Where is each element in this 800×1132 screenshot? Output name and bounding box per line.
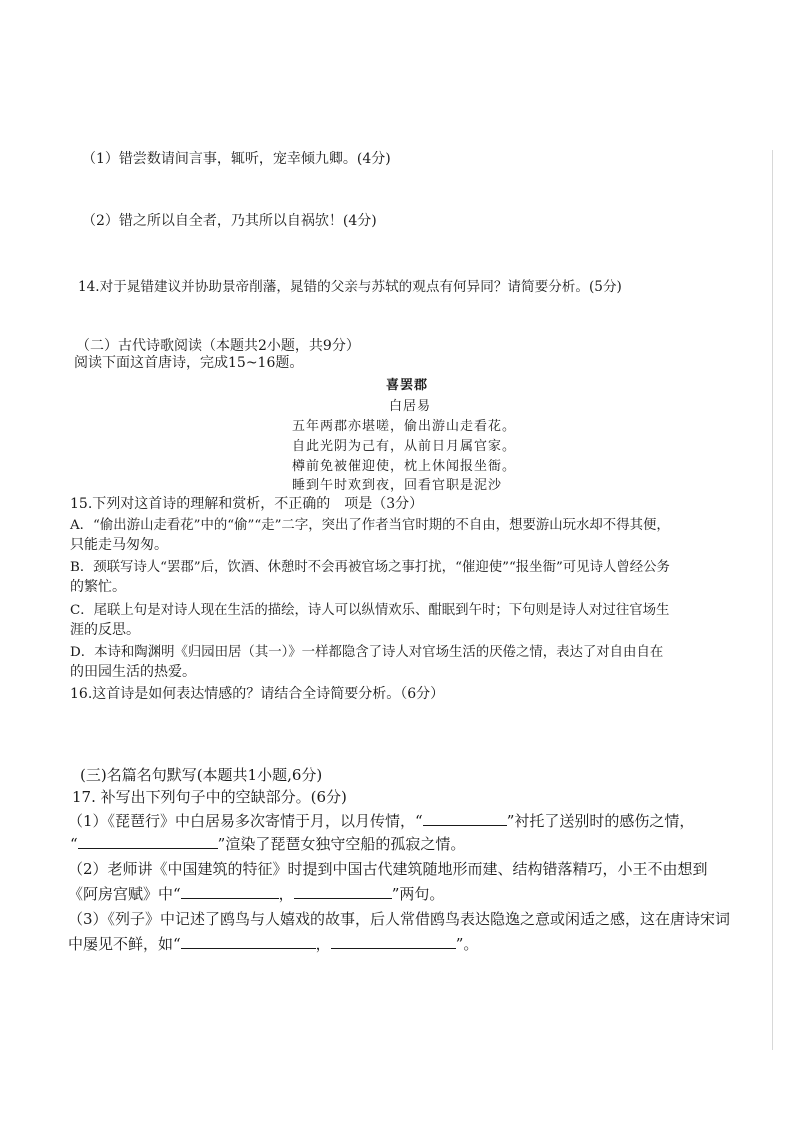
poem-title: 喜罢郡 <box>386 378 429 393</box>
q17-part3-lead: 中屡见不鲜，如“ <box>68 935 181 953</box>
q17-part2-lead: 《阿房宫赋》中“ <box>68 885 181 903</box>
poem-line-1: 五年两郡亦堪嗟，偷出游山走看花。 <box>292 419 517 434</box>
question-17-part-3-cont <box>68 934 478 953</box>
question-15-option-c-cont: 涯的反思。 <box>70 622 140 638</box>
question-15-option-d: D．本诗和陶渊明《归园田居（其一）》一样都隐含了诗人对官场生活的厌倦之情，表达了对自由自在 <box>70 645 664 660</box>
question-15-stem: 15.下列对这首诗的理解和赏析，不正确的 项是（3分） <box>70 496 424 512</box>
question-15-option-b: B．颈联写诗人“罢郡”后，饮酒、休憩时不会再被官场之事打扰，“催迎使”“报坐衙”可见诗人曾经公务 <box>70 560 670 575</box>
q17-part3-tail: ”。 <box>455 935 479 953</box>
question-17-part-2: （2）老师讲《中国建筑的特征》时提到中国古代建筑随地形而建、结构错落精巧，小王不由想到 <box>68 860 708 878</box>
q17-blank-5[interactable] <box>181 934 316 949</box>
question-15-option-c: C．尾联上句是对诗人现在生活的描绘，诗人可以纵情欢乐、酣眠到午时；下句则是诗人对过往官场生 <box>70 603 670 618</box>
question-15-option-d-cont: 的田园生活的热爱。 <box>70 664 196 680</box>
question-17-part-2-cont <box>68 884 444 903</box>
question-16: 16.这首诗是如何表达情感的？请结合全诗简要分析。（6分） <box>70 686 445 702</box>
question-17-part-1-cont <box>70 834 465 853</box>
q13-item-1: （1）错尝数请间言事，辄听，宠幸倾九卿。(4分) <box>82 151 391 167</box>
q17-part1-cont-tail: ”渲染了琵琶女独守空船的孤寂之情。 <box>217 835 466 853</box>
poem-line-2: 自此光阴为己有，从前日月属官家。 <box>292 439 517 454</box>
page-edge-line <box>772 150 773 1050</box>
q17-part1-tail: ”衬托了送别时的感伤之情， <box>506 812 695 830</box>
question-17-part-3: （3）《列子》中记述了鸥鸟与人嬉戏的故事，后人常借鸥鸟表达隐逸之意或闲适之感，这在唐诗宋词 <box>68 910 731 928</box>
q17-part3-comma: ， <box>315 935 331 953</box>
q17-blank-3[interactable] <box>181 884 279 899</box>
poem-line-4: 睡到午时欢到夜，回看官职是泥沙 <box>292 478 503 493</box>
poem-line-3: 樽前免被催迎使，枕上休闻报坐衙。 <box>292 459 517 474</box>
question-17-stem: 17. 补写出下列句子中的空缺部分。(6分) <box>72 788 347 806</box>
q17-blank-6[interactable] <box>331 934 456 949</box>
question-14: 14.对于晁错建议并协助景帝削藩，晁错的父亲与苏轼的观点有何异同？请简要分析。(5分) <box>78 279 622 295</box>
q17-part2-tail: ”两句。 <box>391 885 445 903</box>
q17-part1-lead: （1）《琵琶行》中白居易多次寄情于月，以月传情，“ <box>68 812 423 830</box>
question-15-option-a-cont: 只能走马匆匆。 <box>70 537 168 553</box>
question-15-option-b-cont: 的繁忙。 <box>70 579 126 595</box>
section-3-heading: (三)名篇名句默写(本题共1小题,6分) <box>80 766 323 784</box>
poem-author: 白居易 <box>389 399 432 414</box>
question-17-part-1 <box>68 811 694 830</box>
q17-blank-1[interactable] <box>423 811 507 826</box>
q17-blank-4[interactable] <box>294 884 392 899</box>
section-2-instruction: 阅读下面这首唐诗，完成15~16题。 <box>74 355 304 371</box>
q17-part1-open: “ <box>70 835 78 853</box>
q13-item-2: （2）错之所以自全者，乃其所以自祸欤！(4分) <box>82 213 377 229</box>
q17-part2-comma: ， <box>278 885 294 903</box>
q17-blank-2[interactable] <box>78 834 218 849</box>
question-15-option-a: A．“偷出游山走看花”中的“偷”“走”二字，突出了作者当官时期的不自由，想要游山玩水却不得其便， <box>70 518 670 533</box>
section-2-heading: （二）古代诗歌阅读（本题共2小题，共9分） <box>76 338 360 354</box>
